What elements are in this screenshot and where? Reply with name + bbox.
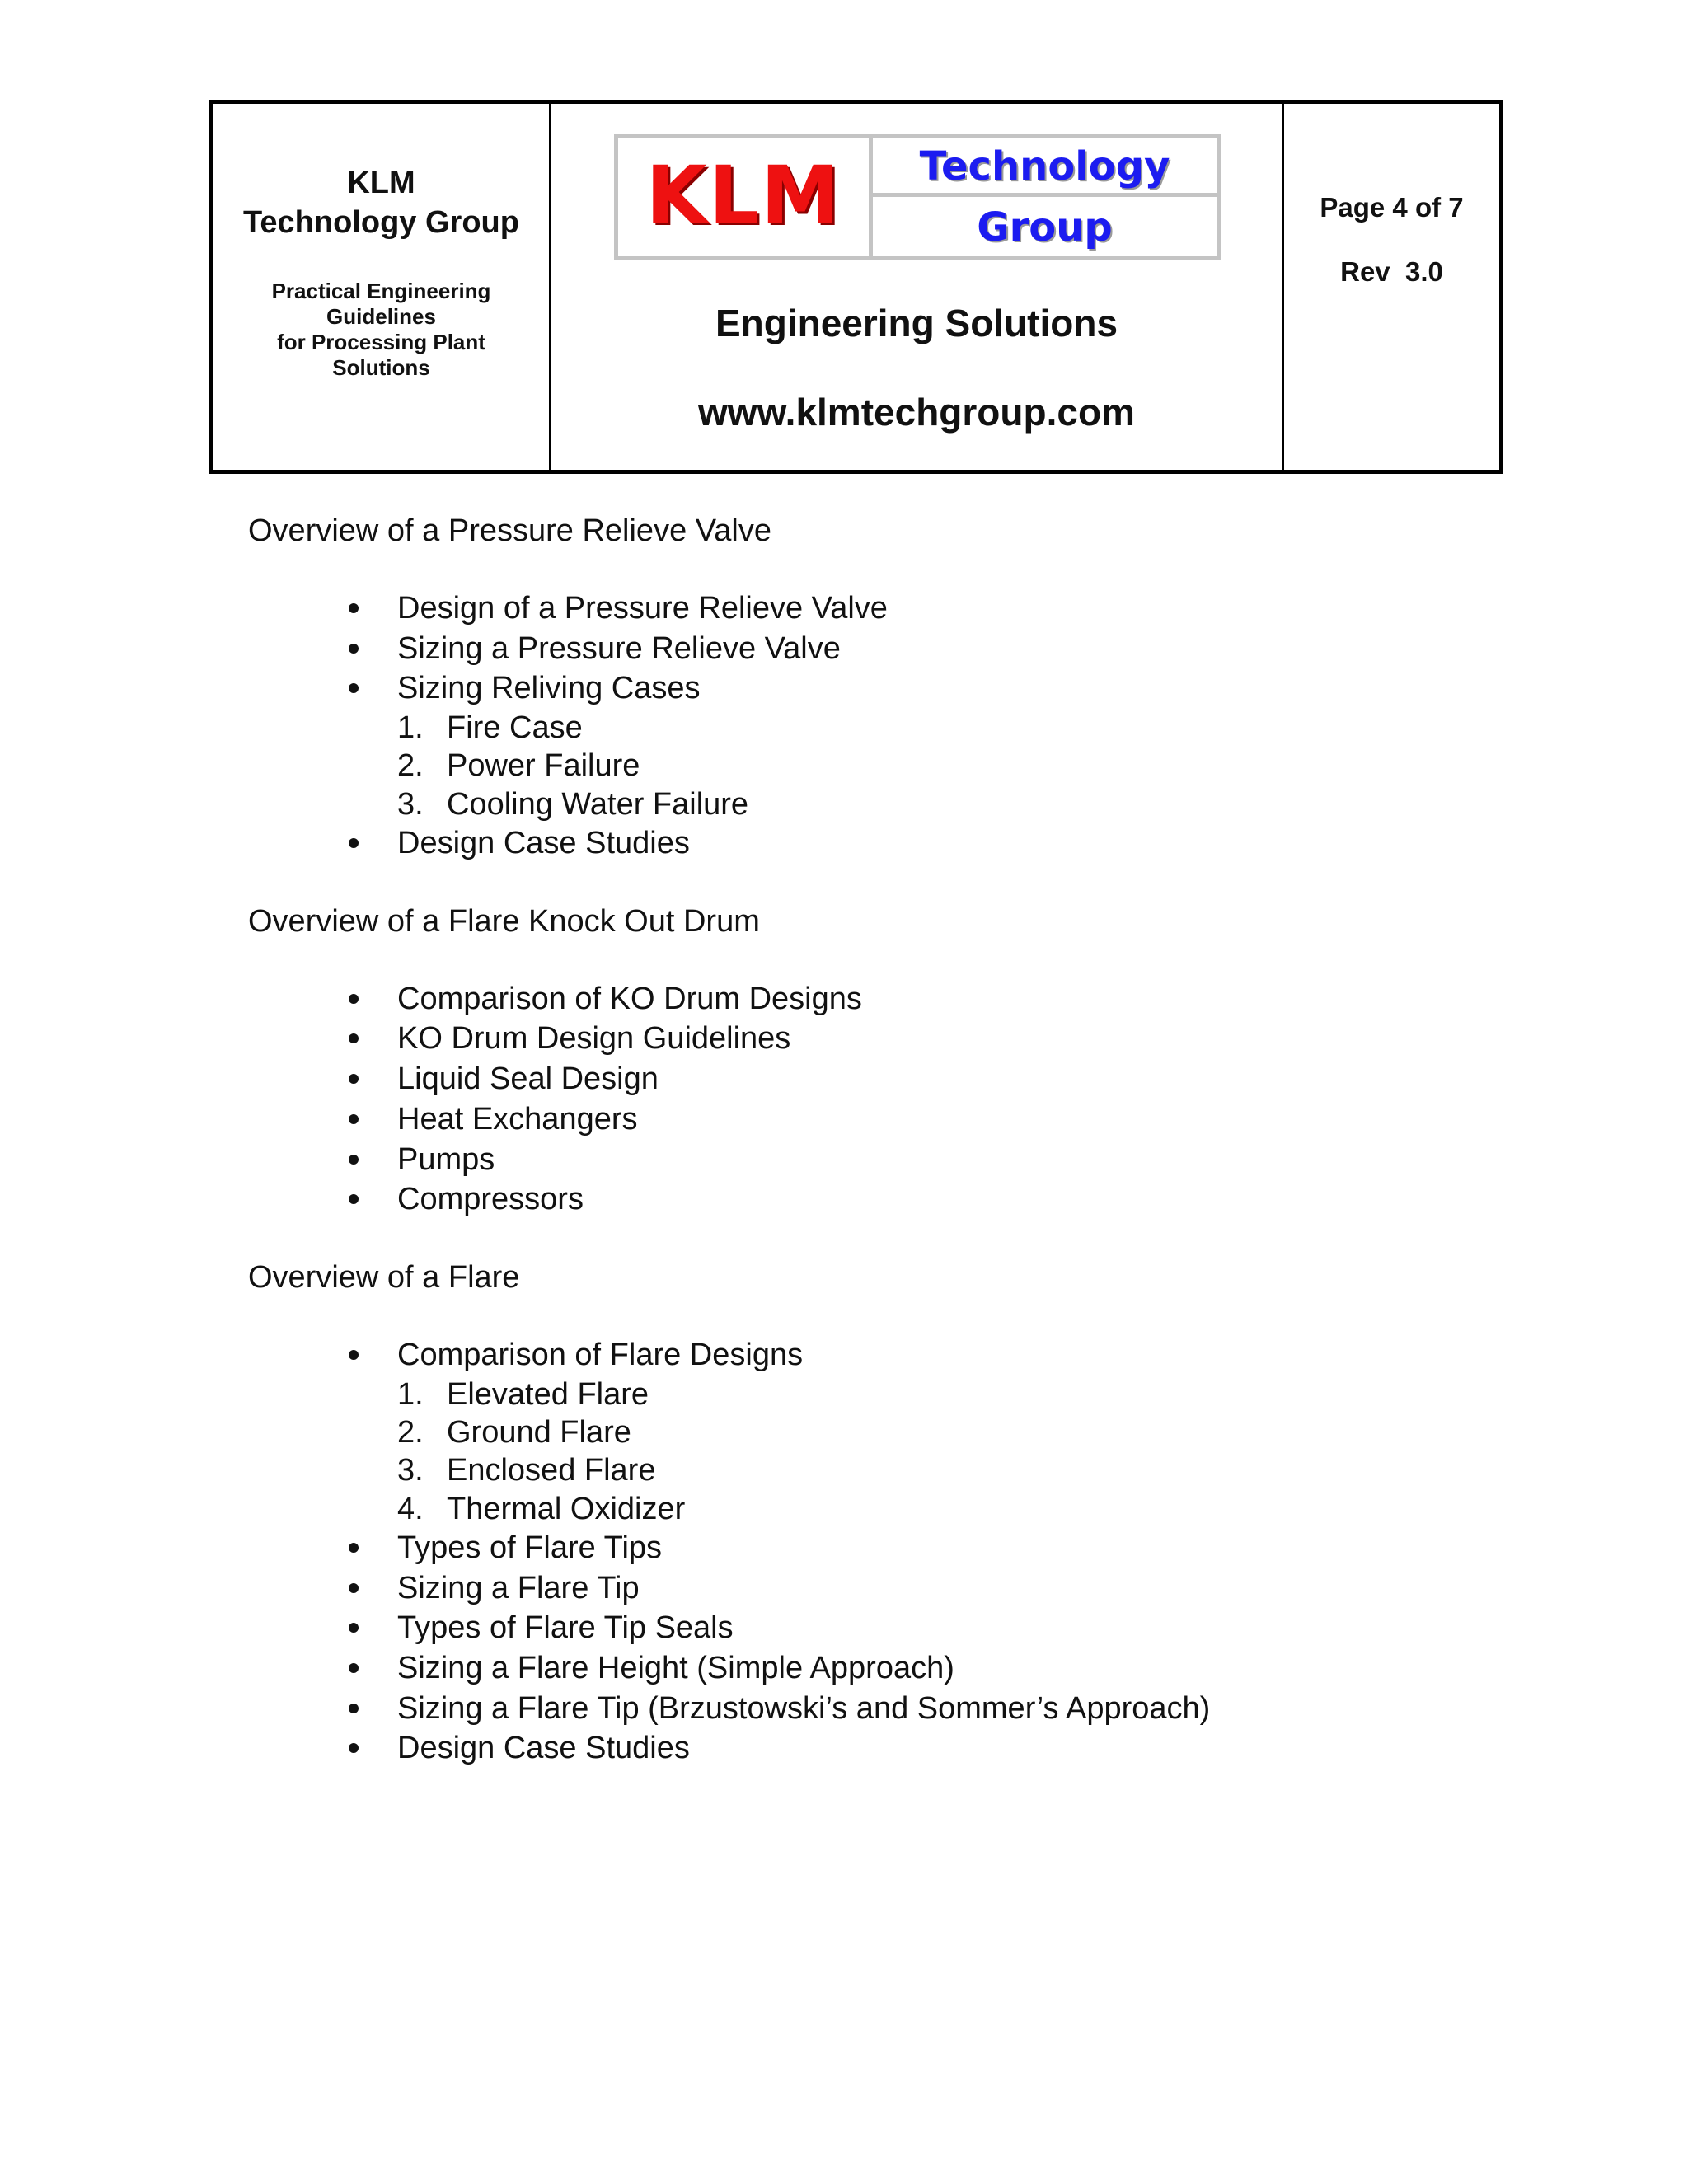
bullet-text: KO Drum Design Guidelines xyxy=(397,1021,791,1057)
numbered-item xyxy=(248,1490,1567,1528)
logo-technology-box xyxy=(873,138,1217,197)
numbered-item-text: Elevated Flare xyxy=(447,1376,649,1412)
numbered-item-number: 2. xyxy=(397,1414,424,1450)
bullet-item xyxy=(248,1648,1567,1689)
logo-klm-box xyxy=(618,138,873,256)
bullet-item xyxy=(248,1059,1567,1099)
numbered-sublist xyxy=(248,1376,1567,1528)
bullet-text: Design Case Studies xyxy=(397,826,690,860)
bullet-list xyxy=(248,1335,1567,1769)
bullet-dot-icon xyxy=(349,1663,359,1673)
numbered-item xyxy=(248,1376,1567,1413)
bullet-item xyxy=(248,1568,1567,1609)
bullet-text: Sizing a Flare Height (Simple Approach) xyxy=(397,1650,954,1685)
bullet-dot-icon xyxy=(349,1704,359,1713)
bullet-dot-icon xyxy=(349,1114,359,1124)
bullet-text: Sizing a Flare Tip (Brzustowski’s and Sommer’s Approach) xyxy=(397,1690,1211,1726)
numbered-item-number: 3. xyxy=(397,1453,424,1488)
company-name xyxy=(213,163,549,242)
bullet-item xyxy=(248,1728,1567,1769)
company-name-line1: KLM xyxy=(347,166,415,200)
numbered-item xyxy=(248,785,1567,823)
bullet-item xyxy=(248,588,1567,629)
bullet-dot-icon xyxy=(349,1155,359,1165)
bullet-text: Types of Flare Tip Seals xyxy=(397,1610,734,1646)
bullet-item xyxy=(248,1099,1567,1140)
numbered-item-number: 1. xyxy=(397,710,424,746)
header-page-cell xyxy=(1284,104,1499,470)
bullet-text: Comparison of Flare Designs xyxy=(397,1337,804,1372)
tagline-line3: for Processing Plant xyxy=(277,330,485,354)
klm-logo xyxy=(614,134,1221,260)
page-number: Page 4 of 7 xyxy=(1320,192,1464,223)
bullet-text: Sizing a Flare Tip xyxy=(397,1570,640,1605)
bullet-dot-icon xyxy=(349,603,359,613)
bullet-item xyxy=(248,1528,1567,1568)
bullet-item xyxy=(248,1019,1567,1059)
bullet-dot-icon xyxy=(349,1350,359,1360)
document-header xyxy=(209,100,1503,474)
revision-number: Rev 3.0 xyxy=(1340,256,1443,287)
bullet-item xyxy=(248,979,1567,1019)
document-body xyxy=(248,511,1567,1807)
bullet-text: Comparison of KO Drum Designs xyxy=(397,981,862,1016)
bullet-text: Design Case Studies xyxy=(397,1731,690,1766)
section xyxy=(248,511,1567,864)
numbered-item-text: Enclosed Flare xyxy=(447,1453,656,1488)
bullet-dot-icon xyxy=(349,1033,359,1043)
bullet-item xyxy=(248,629,1567,669)
bullet-item xyxy=(248,1335,1567,1376)
tagline-line2: Guidelines xyxy=(326,304,436,329)
numbered-item xyxy=(248,709,1567,747)
bullet-item xyxy=(248,1179,1567,1220)
header-logo-cell xyxy=(551,104,1282,470)
numbered-item xyxy=(248,747,1567,785)
bullet-text: Sizing Reliving Cases xyxy=(397,671,701,706)
section-heading: Overview of a Flare xyxy=(248,1259,520,1295)
bullet-text: Pumps xyxy=(397,1141,495,1177)
tagline-line4: Solutions xyxy=(332,355,430,380)
bullet-list xyxy=(248,588,1567,864)
bullet-dot-icon xyxy=(349,994,359,1004)
numbered-sublist xyxy=(248,709,1567,823)
section-heading: Overview of a Flare Knock Out Drum xyxy=(248,903,760,939)
bullet-text: Heat Exchangers xyxy=(397,1101,638,1137)
bullet-list xyxy=(248,979,1567,1220)
bullet-text: Design of a Pressure Relieve Valve xyxy=(397,591,888,626)
bullet-dot-icon xyxy=(349,1623,359,1633)
bullet-text: Sizing a Pressure Relieve Valve xyxy=(397,630,841,666)
company-name-line2: Technology Group xyxy=(243,205,519,240)
logo-group-text: Group xyxy=(977,204,1113,251)
bullet-item xyxy=(248,1140,1567,1180)
numbered-item-text: Ground Flare xyxy=(447,1414,631,1450)
numbered-item-number: 4. xyxy=(397,1491,424,1526)
section-heading: Overview of a Pressure Relieve Valve xyxy=(248,513,771,548)
tagline-line1: Practical Engineering xyxy=(271,279,491,303)
bullet-dot-icon xyxy=(349,838,359,848)
bullet-dot-icon xyxy=(349,644,359,654)
bullet-item xyxy=(248,668,1567,709)
numbered-item-number: 1. xyxy=(397,1376,424,1412)
bullet-text: Compressors xyxy=(397,1182,584,1217)
bullet-dot-icon xyxy=(349,1743,359,1753)
engineering-solutions-title: Engineering Solutions xyxy=(715,302,1118,344)
numbered-item-number: 3. xyxy=(397,786,424,822)
numbered-item xyxy=(248,1413,1567,1451)
section xyxy=(248,902,1567,1220)
bullet-text: Liquid Seal Design xyxy=(397,1062,659,1097)
section xyxy=(248,1258,1567,1769)
numbered-item xyxy=(248,1451,1567,1489)
bullet-dot-icon xyxy=(349,1194,359,1204)
logo-technology-text: Technology xyxy=(919,143,1170,190)
numbered-item-text: Thermal Oxidizer xyxy=(447,1491,686,1526)
bullet-item xyxy=(248,1608,1567,1648)
numbered-item-number: 2. xyxy=(397,748,424,784)
bullet-dot-icon xyxy=(349,683,359,693)
numbered-item-text: Power Failure xyxy=(447,748,640,784)
numbered-item-text: Cooling Water Failure xyxy=(447,786,749,822)
bullet-text: Types of Flare Tips xyxy=(397,1530,663,1565)
numbered-sublist-container xyxy=(248,709,1567,823)
bullet-item xyxy=(248,823,1567,864)
bullet-item xyxy=(248,1689,1567,1729)
bullet-dot-icon xyxy=(349,1583,359,1593)
logo-group-box xyxy=(873,197,1217,256)
bullet-dot-icon xyxy=(349,1074,359,1084)
numbered-sublist-container xyxy=(248,1376,1567,1528)
bullet-dot-icon xyxy=(349,1543,359,1553)
header-company-cell xyxy=(213,104,549,470)
company-tagline xyxy=(230,279,532,381)
logo-klm-text: KLM xyxy=(645,149,842,241)
website-url: www.klmtechgroup.com xyxy=(698,391,1135,434)
numbered-item-text: Fire Case xyxy=(447,710,583,746)
